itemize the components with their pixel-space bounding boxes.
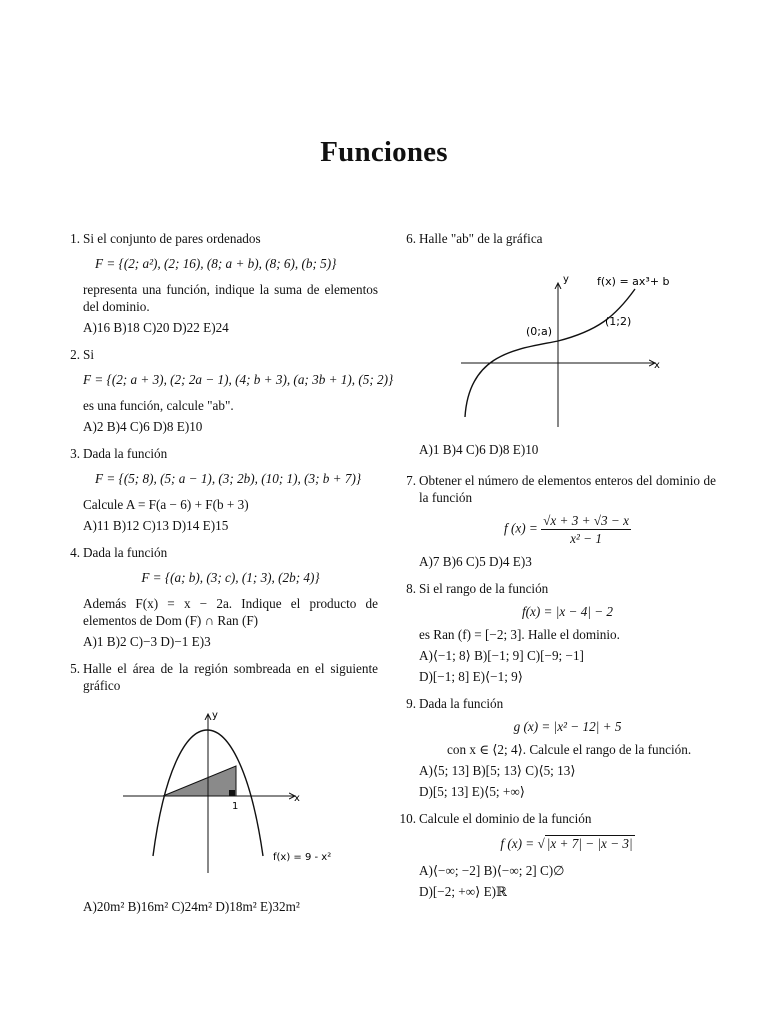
answer-options: A)7 B)6 C)5 D)4 E)3 [419, 554, 532, 569]
tick-label: 1 [232, 801, 239, 812]
problem-text: es una función, calcule "ab". [83, 398, 234, 413]
problem-3 [62, 445, 378, 534]
answer-options: D)[−1; 8] E)⟨−1; 9⟩ [419, 669, 523, 684]
answer-options: A)11 B)12 C)13 D)14 E)15 [83, 518, 229, 533]
x-axis-label: x [294, 793, 300, 804]
problem-number: 6. [406, 231, 416, 246]
answer-options: A)⟨−∞; −2] B)⟨−∞; 2] C)∅ [419, 863, 565, 878]
function-label: f(x) = 9 - x² [273, 852, 332, 863]
answer-options: A)16 B)18 C)20 D)22 E)24 [83, 320, 229, 335]
answer-options: D)[5; 13] E)⟨5; +∞⟩ [419, 784, 525, 799]
problem-stem: Obtener el número de elementos enteros del dominio de la función [419, 473, 716, 505]
problem-formula: g (x) = |x² − 12| + 5 [513, 719, 622, 734]
problem-text: con x ∈ ⟨2; 4⟩. Calcule el rango de la función. [447, 742, 692, 757]
shaded-triangle [163, 766, 236, 796]
problem-formula [419, 512, 716, 547]
problem-1 [62, 230, 378, 336]
numerator: √x + 3 + √3 − x [543, 513, 629, 528]
problem-7 [398, 472, 716, 570]
problem-8 [398, 580, 716, 685]
problem-number: 10. [399, 811, 416, 826]
problem-formula: F = {(2; a + 3), (2; 2a − 1), (4; b + 3), (a; 3b + 1), (5; 2)} [83, 372, 394, 387]
problem-formula: f (x) = √ |x + 7| − |x − 3| [500, 836, 633, 851]
problem-text: Además F(x) = x − 2a. Indique el producto de elementos de Dom (F) ∩ Ran (F) [83, 596, 378, 628]
cubic-graph [459, 257, 689, 427]
problem-6 [398, 230, 716, 458]
y-axis-label: y [563, 274, 569, 285]
problem-4 [62, 544, 378, 650]
problem-number: 7. [406, 473, 416, 488]
answer-options: A)2 B)4 C)6 D)8 E)10 [83, 419, 203, 434]
parabola-graph [103, 708, 332, 888]
problem-9 [398, 695, 716, 800]
problem-text: Calcule A = F(a − 6) + F(b + 3) [83, 497, 249, 512]
problem-stem: Dada la función [83, 545, 168, 560]
function-name: f (x) = [500, 836, 535, 851]
answer-options: A)⟨5; 13] B)[5; 13⟩ C)⟨5; 13⟩ [419, 763, 576, 778]
answer-options: A)20m² B)16m² C)24m² D)18m² E)32m² [83, 899, 300, 914]
answer-options: A)⟨−1; 8⟩ B)[−1; 9] C)[−9; −1] [419, 648, 584, 663]
problem-text: es Ran (f) = [−2; 3]. Halle el dominio. [419, 627, 620, 642]
x-axis-label: x [654, 360, 660, 371]
problem-10 [398, 810, 716, 900]
answer-options: A)1 B)2 C)−3 D)−1 E)3 [83, 634, 211, 649]
problem-formula: F = {(a; b), (3; c), (1; 3), (2b; 4)} [141, 570, 320, 585]
problem-number: 9. [406, 696, 416, 711]
problem-5 [62, 660, 378, 915]
problem-number: 8. [406, 581, 416, 596]
problem-stem: Si el conjunto de pares ordenados [83, 231, 261, 246]
left-column [62, 230, 394, 915]
y-axis-label: y [212, 710, 218, 721]
page-title: Funciones [320, 136, 448, 168]
problem-stem: Calcule el dominio de la función [419, 811, 592, 826]
problem-number: 2. [70, 347, 80, 362]
problem-stem: Si [83, 347, 94, 362]
problem-formula: F = {(2; a²), (2; 16), (8; a + b), (8; 6), (b; 5)} [95, 256, 337, 271]
problem-number: 1. [70, 231, 80, 246]
answer-options: A)1 B)4 C)6 D)8 E)10 [419, 442, 539, 457]
right-column [398, 230, 716, 900]
problem-number: 4. [70, 545, 80, 560]
point-label-a: (0;a) [526, 325, 553, 338]
cubic-curve [465, 289, 635, 417]
problem-stem: Halle "ab" de la gráfica [419, 231, 543, 246]
function-label: f(x) = ax³+ b [597, 275, 670, 288]
function-name: f (x) = [504, 520, 538, 536]
problem-stem: Halle el área de la región sombreada en el siguiente gráfico [83, 661, 378, 693]
problem-formula: f(x) = |x − 4| − 2 [521, 604, 614, 619]
right-angle-marker [229, 790, 235, 796]
denominator: x² − 1 [570, 531, 602, 546]
problem-number: 3. [70, 446, 80, 461]
fraction [541, 512, 631, 547]
answer-options: D)[−2; +∞⟩ E)ℝ [419, 884, 507, 899]
problem-stem: Dada la función [83, 446, 168, 461]
point-label-b: (1;2) [605, 315, 632, 328]
radicand: |x + 7| − |x − 3| [546, 836, 633, 851]
problem-number: 5. [70, 661, 80, 676]
problem-stem: Si el rango de la función [419, 581, 549, 596]
problem-text: representa una función, indique la suma de elementos del dominio. [83, 282, 378, 314]
problem-2 [62, 346, 394, 435]
problem-formula: F = {(5; 8), (5; a − 1), (3; 2b), (10; 1), (3; b + 7)} [95, 471, 362, 486]
problem-stem: Dada la función [419, 696, 504, 711]
